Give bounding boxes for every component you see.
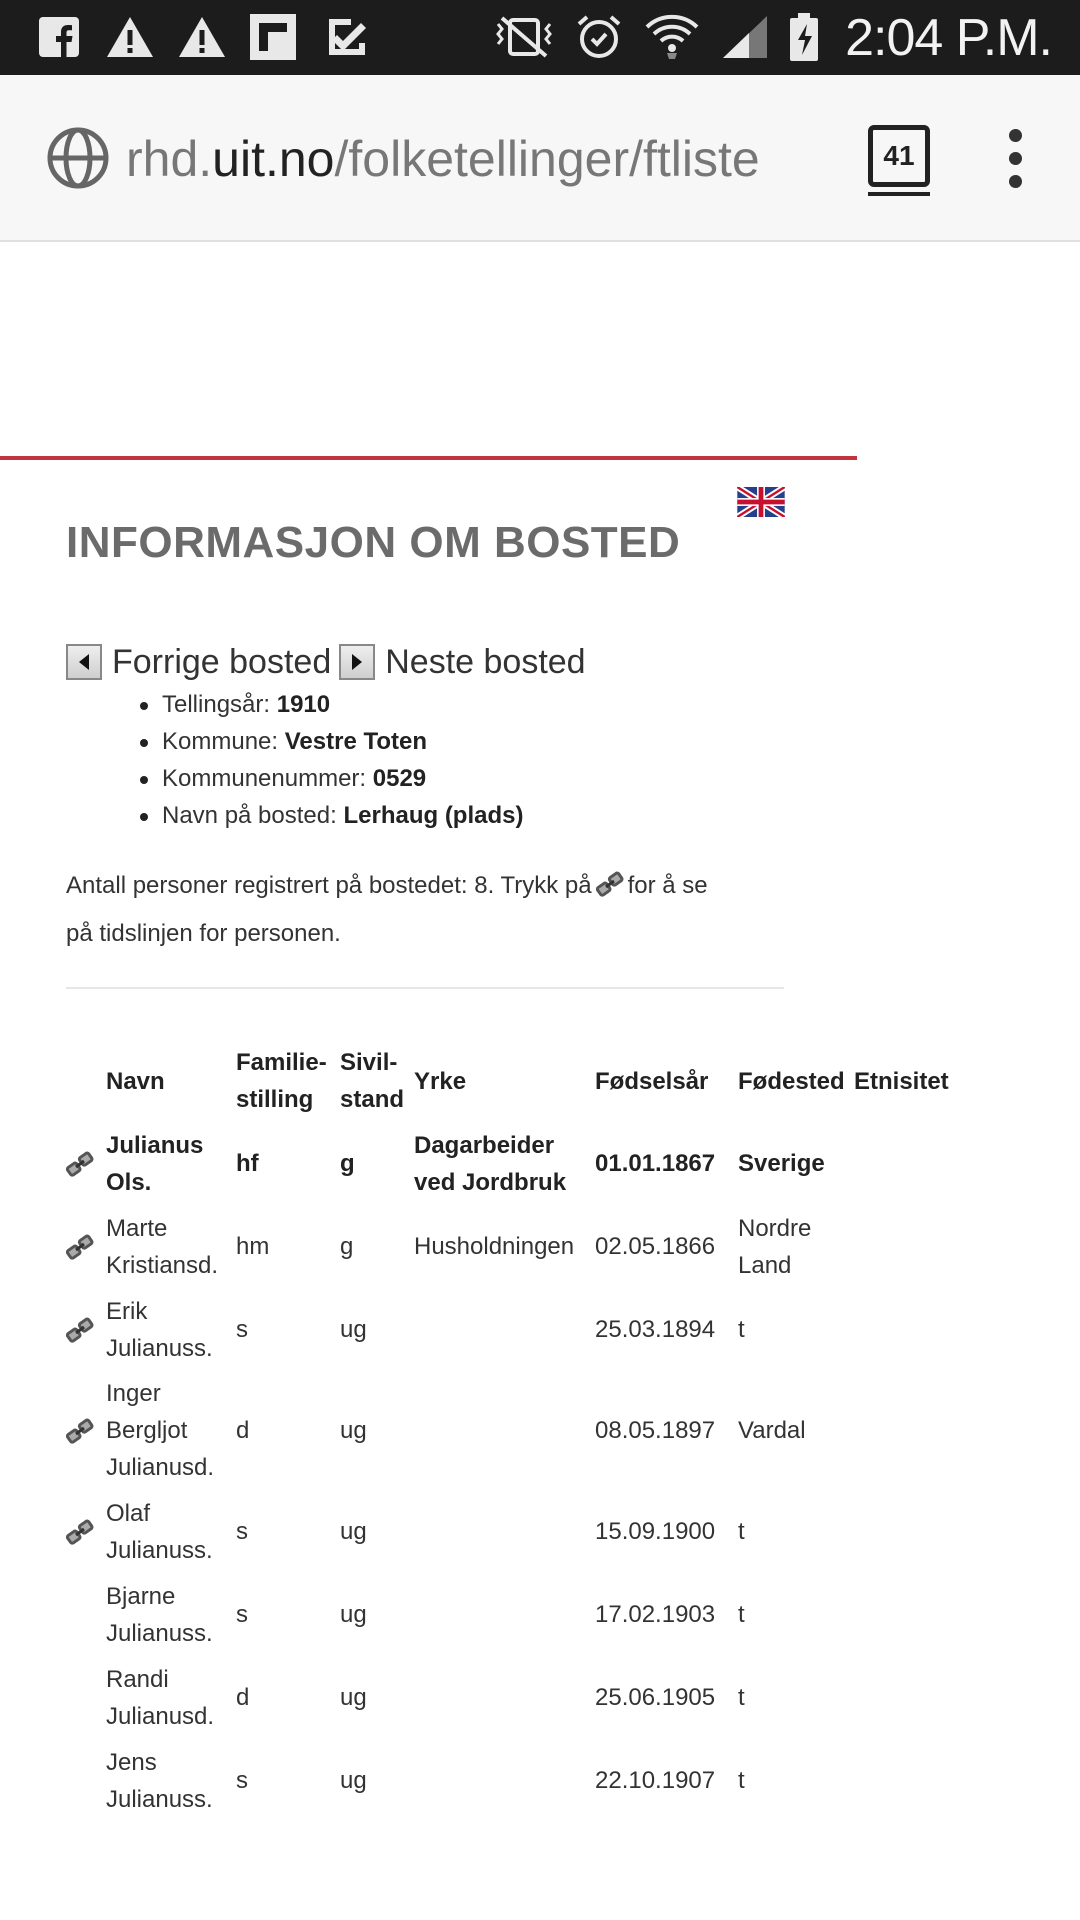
divider	[66, 987, 784, 989]
cell-sivilstand: ug	[340, 1601, 367, 1628]
fact-label: Kommunenummer:	[162, 765, 367, 792]
fact-value: Vestre Toten	[284, 728, 427, 755]
status-time: 2:04 P.M.	[845, 9, 1052, 67]
next-arrow-icon[interactable]	[339, 644, 375, 680]
cell-sivilstand: ug	[340, 1684, 367, 1711]
table-row	[66, 1490, 957, 1573]
table-row	[66, 1739, 957, 1822]
fact-kommune	[140, 723, 523, 760]
cell-navn: Julianus Ols.	[106, 1131, 204, 1196]
cell-etnisitet	[854, 1490, 957, 1573]
timeline-cell	[66, 1490, 106, 1573]
header-fodselsar: Fødselsår	[595, 1067, 709, 1095]
timeline-cell	[66, 1656, 106, 1739]
cell-sivilstand: ug	[340, 1417, 367, 1444]
overflow-menu-icon[interactable]	[1002, 127, 1030, 191]
previous-arrow-icon[interactable]	[66, 644, 102, 680]
previous-bosted-link[interactable]: Forrige bosted	[112, 642, 332, 681]
cell-yrke	[414, 1739, 595, 1822]
persons-table	[66, 1040, 957, 1822]
fact-label: Navn på bosted:	[162, 802, 337, 829]
url-domain: uit.no	[212, 131, 335, 187]
fact-value: 1910	[276, 691, 331, 718]
timeline-icon[interactable]	[66, 1151, 94, 1177]
cell-familiestilling: s	[236, 1518, 248, 1545]
facebook-icon	[36, 12, 82, 62]
fact-tellingsar	[140, 686, 523, 723]
header-sivilstand: Sivil-stand	[340, 1049, 405, 1113]
cell-familiestilling: hf	[236, 1150, 259, 1177]
table-header-row	[66, 1040, 957, 1122]
vibrate-mute-icon	[488, 12, 560, 62]
timeline-cell	[66, 1122, 106, 1205]
battery-charging-icon	[788, 12, 820, 62]
cell-fodselsar: 22.10.1907	[595, 1767, 716, 1794]
cell-yrke	[414, 1573, 595, 1656]
cell-navn: Marte Kristiansd.	[106, 1214, 219, 1279]
fact-value: 0529	[372, 765, 427, 792]
header-familiestilling: Familie-stilling	[236, 1049, 327, 1113]
timeline-icon	[596, 871, 624, 897]
warning-icon	[104, 12, 156, 62]
cell-fodselsar: 08.05.1897	[595, 1417, 716, 1444]
info-text-3: på tidslinjen for personen.	[66, 920, 341, 947]
timeline-cell	[66, 1739, 106, 1822]
timeline-cell	[66, 1371, 106, 1490]
header-icon-cell	[66, 1040, 106, 1122]
cell-navn: Erik Julianuss.	[106, 1297, 213, 1362]
cell-fodested: Sverige	[738, 1150, 825, 1177]
cell-fodselsar: 17.02.1903	[595, 1601, 716, 1628]
warning-icon	[176, 12, 228, 62]
cell-navn: Inger Bergljot Julianusd.	[106, 1380, 215, 1481]
cell-etnisitet	[854, 1288, 957, 1371]
cell-fodselsar: 15.09.1900	[595, 1518, 716, 1545]
cell-fodested: t	[738, 1684, 745, 1711]
cell-signal-icon	[720, 12, 770, 62]
tasks-icon	[324, 12, 370, 62]
cell-familiestilling: s	[236, 1767, 248, 1794]
fact-navn-pa-bosted	[140, 797, 523, 834]
cell-familiestilling: d	[236, 1684, 250, 1711]
cell-yrke	[414, 1288, 595, 1371]
cell-fodested: Vardal	[738, 1417, 806, 1444]
cell-navn: Bjarne Julianuss.	[106, 1582, 213, 1647]
fact-value: Lerhaug (plads)	[343, 802, 524, 829]
url-path: /folketellinger/ftliste	[334, 131, 760, 187]
fact-kommunenummer	[140, 760, 523, 797]
fact-label: Tellingsår:	[162, 691, 271, 718]
timeline-icon[interactable]	[66, 1519, 94, 1545]
cell-sivilstand: g	[340, 1150, 355, 1177]
cell-familiestilling: s	[236, 1601, 248, 1628]
persons-info	[66, 862, 786, 958]
timeline-cell	[66, 1205, 106, 1288]
cell-etnisitet	[854, 1656, 957, 1739]
flipboard-icon	[248, 12, 298, 62]
timeline-icon[interactable]	[66, 1418, 94, 1444]
cell-fodested: t	[738, 1316, 745, 1343]
cell-sivilstand: ug	[340, 1767, 367, 1794]
alarm-icon	[574, 12, 624, 62]
cell-yrke: Dagarbeider ved Jordbruk	[414, 1131, 567, 1196]
cell-sivilstand: ug	[340, 1518, 367, 1545]
cell-navn: Jens Julianuss.	[106, 1748, 213, 1813]
tab-switcher-button[interactable]: 41	[868, 125, 930, 187]
table-row	[66, 1288, 957, 1371]
table-row	[66, 1122, 957, 1205]
page-title: INFORMASJON OM BOSTED	[66, 518, 681, 567]
cell-navn: Randi Julianusd.	[106, 1665, 215, 1730]
header-rule	[0, 456, 857, 460]
url-field[interactable]	[126, 127, 830, 191]
cell-sivilstand: ug	[340, 1316, 367, 1343]
cell-sivilstand: g	[340, 1233, 354, 1260]
cell-fodselsar: 02.05.1866	[595, 1233, 716, 1260]
cell-etnisitet	[854, 1371, 957, 1490]
cell-yrke	[414, 1490, 595, 1573]
cell-etnisitet	[854, 1739, 957, 1822]
timeline-cell	[66, 1573, 106, 1656]
cell-fodested: Nordre Land	[738, 1214, 812, 1279]
info-text-2: for å se	[627, 872, 708, 899]
fact-label: Kommune:	[162, 728, 279, 755]
cell-etnisitet	[854, 1205, 957, 1288]
bosted-facts	[140, 686, 523, 834]
cell-familiestilling: d	[236, 1417, 250, 1444]
timeline-cell	[66, 1288, 106, 1371]
cell-familiestilling: s	[236, 1316, 248, 1343]
cell-familiestilling: hm	[236, 1233, 270, 1260]
table-row	[66, 1205, 957, 1288]
cell-fodselsar: 25.03.1894	[595, 1316, 716, 1343]
header-yrke: Yrke	[414, 1067, 467, 1095]
header-etnisitet: Etnisitet	[854, 1067, 949, 1095]
bosted-navigation	[66, 640, 594, 684]
header-navn: Navn	[106, 1067, 165, 1095]
cell-yrke: Husholdningen	[414, 1233, 575, 1260]
wifi-icon	[644, 12, 700, 62]
cell-fodested: t	[738, 1518, 745, 1545]
cell-navn: Olaf Julianuss.	[106, 1499, 213, 1564]
cell-fodselsar: 01.01.1867	[595, 1150, 716, 1177]
cell-fodselsar: 25.06.1905	[595, 1684, 716, 1711]
timeline-icon[interactable]	[66, 1317, 94, 1343]
info-text-1: Antall personer registrert på bostedet: 8. Trykk på	[66, 872, 592, 899]
cell-yrke	[414, 1656, 595, 1739]
cell-etnisitet	[854, 1573, 957, 1656]
table-row	[66, 1656, 957, 1739]
table-row	[66, 1573, 957, 1656]
url-prefix: rhd.	[126, 131, 213, 187]
uk-flag-icon[interactable]	[737, 487, 785, 517]
cell-yrke	[414, 1371, 595, 1490]
browser-toolbar	[0, 75, 1080, 242]
globe-icon	[46, 126, 110, 190]
status-bar	[0, 0, 1080, 75]
cell-etnisitet	[854, 1122, 957, 1205]
timeline-icon[interactable]	[66, 1234, 94, 1260]
url-fade	[780, 127, 840, 191]
next-bosted-link[interactable]: Neste bosted	[385, 642, 586, 681]
header-fodested: Fødested	[738, 1067, 845, 1095]
cell-fodested: t	[738, 1767, 745, 1794]
table-row	[66, 1371, 957, 1490]
cell-fodested: t	[738, 1601, 745, 1628]
